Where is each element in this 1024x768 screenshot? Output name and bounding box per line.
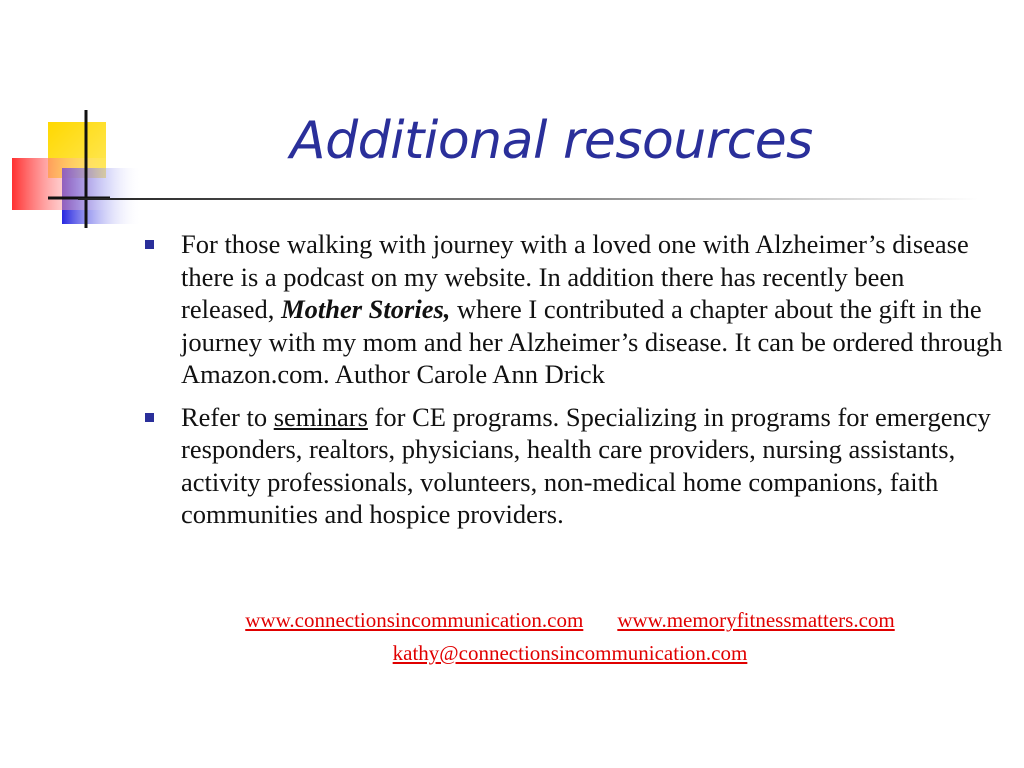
book-title: Mother Stories,: [281, 294, 451, 324]
decorative-squares-graphic: [0, 0, 200, 240]
bullet-text: where I contributed a chapter about the gift in the journey with my mom and her Alzheimer’s disease. It can be ordered through Amazon.com. Author Carole Ann Drick: [181, 294, 1003, 389]
title-divider: [78, 198, 978, 200]
bullet-item-podcast: [143, 228, 1003, 391]
bullet-list: [143, 228, 1003, 541]
website-link-memoryfitness[interactable]: www.memoryfitnessmatters.com: [617, 608, 895, 632]
bullet-text: Refer to: [181, 401, 274, 432]
bullet-text: for CE programs. Specializing in programs for emergency responders, realtors, physicians, health care providers, nursing assistants, activity professionals, volunteers, non-medical home companions, faith communities and hospice providers.: [181, 401, 991, 529]
bullet-square-icon: [145, 240, 154, 249]
email-row: [140, 637, 1000, 670]
slide-title: Additional resources: [290, 111, 813, 171]
website-links-row: [140, 604, 1000, 637]
bullet-item-seminars: [143, 401, 1003, 531]
bullet-text: For those walking with journey with a loved one with Alzheimer’s disease there is a podcast on my website. In addition there has recently been released,: [181, 229, 969, 324]
email-link[interactable]: kathy@connectionsincommunication.com: [392, 641, 748, 665]
website-link-connections[interactable]: www.connectionsincommunication.com: [245, 608, 584, 632]
contact-links: [140, 604, 1000, 670]
red-square: [12, 158, 112, 210]
seminars-link[interactable]: seminars: [273, 401, 368, 432]
bullet-square-icon: [145, 413, 154, 422]
